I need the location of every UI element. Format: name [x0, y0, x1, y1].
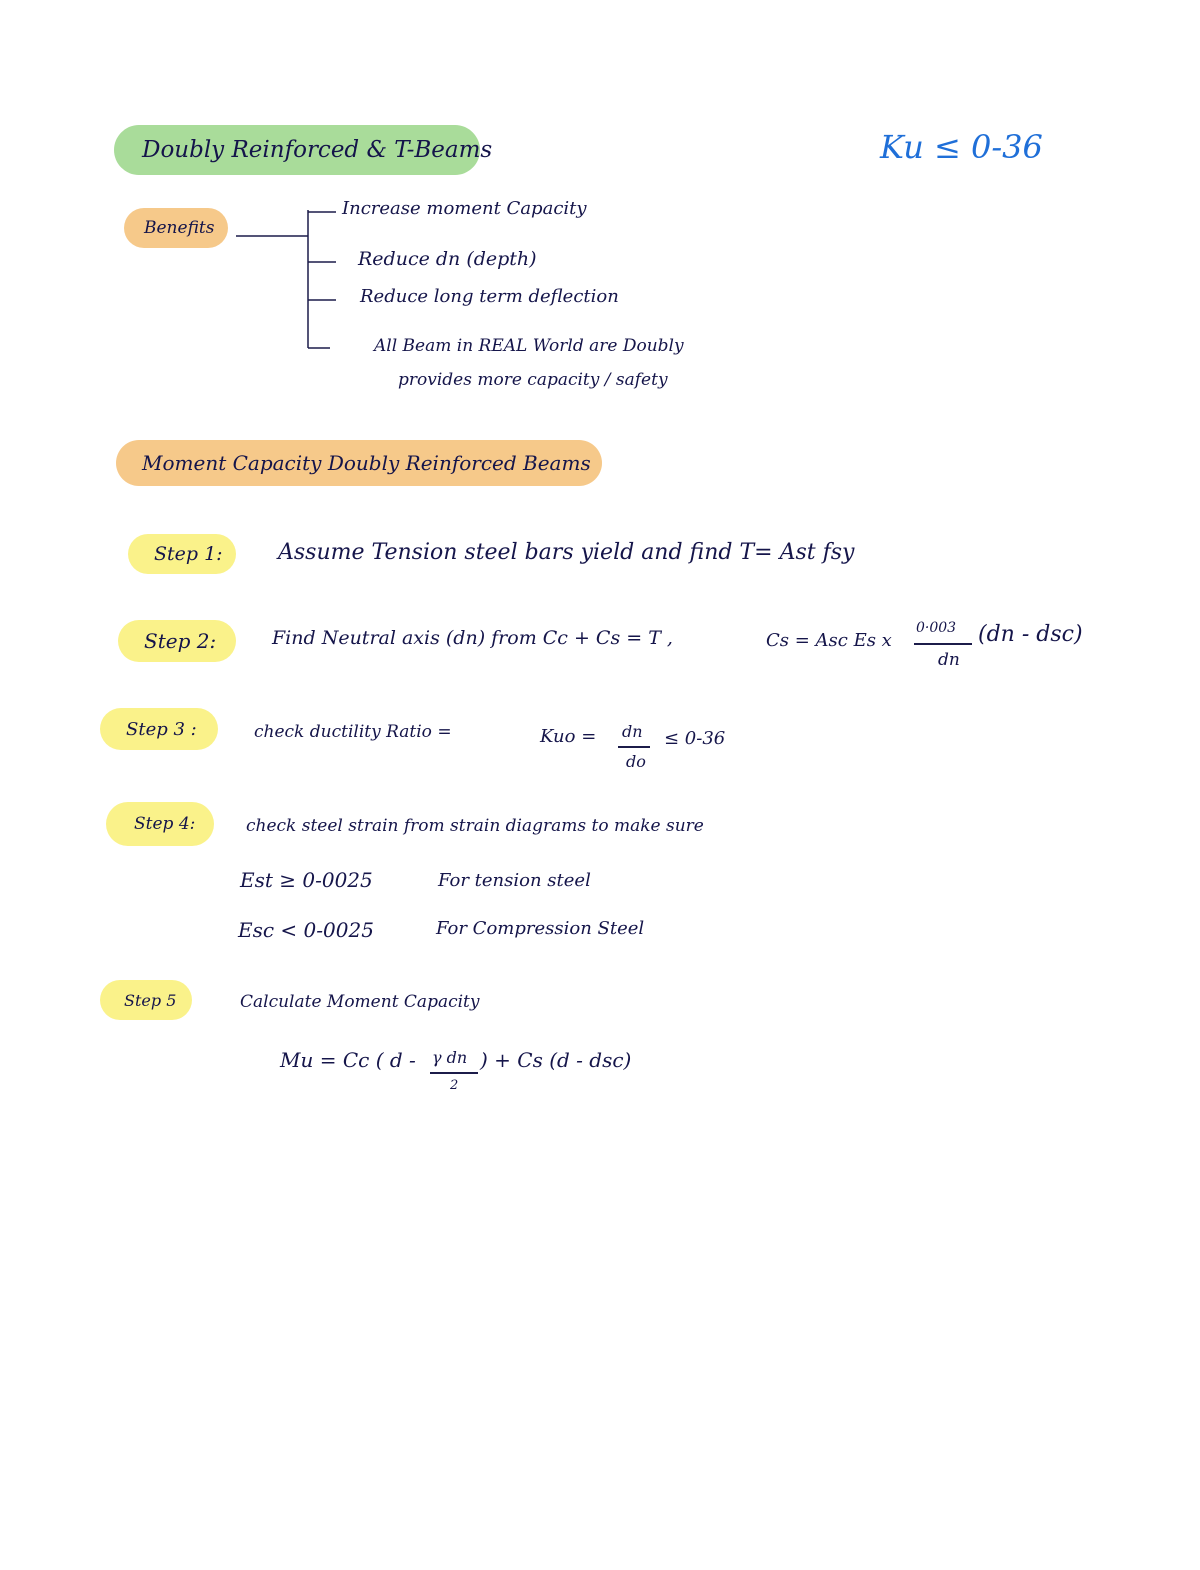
ku-note: Ku ≤ 0-36 [880, 128, 1043, 166]
step-2-fraction-numerator: 0·003 [916, 620, 957, 636]
step-4-line-1-lhs: Est ≥ 0-0025 [240, 868, 373, 892]
section-title-banner [116, 440, 602, 486]
step-5-label-text: Step 5 [124, 990, 177, 1010]
step-5-text: Calculate Moment Capacity [240, 992, 480, 1012]
step-2-formula-rhs: (dn - dsc) [978, 622, 1083, 647]
step-5-formula-a: Mu = Cc ( d - [280, 1048, 416, 1072]
step-5-label [100, 980, 192, 1020]
step-1-text: Assume Tension steel bars yield and find T= Ast fsy [278, 540, 855, 565]
step-4-label [106, 802, 214, 846]
page-title: Doubly Reinforced & T-Beams [142, 137, 493, 163]
benefit-item-3: Reduce long term deflection [360, 286, 619, 307]
step-5-fraction-bar [430, 1072, 478, 1074]
section-title: Moment Capacity Doubly Reinforced Beams [142, 451, 591, 475]
step-3-label [100, 708, 218, 750]
step-3-tail: ≤ 0-36 [664, 728, 726, 749]
step-4-label-text: Step 4: [134, 814, 196, 834]
step-1-label-text: Step 1: [154, 543, 223, 565]
step-3-formula: Kuo = [540, 726, 597, 747]
step-1-label [128, 534, 236, 574]
step-5-formula-b: ) + Cs (d - dsc) [480, 1048, 632, 1072]
benefits-tree-diagram [0, 0, 1, 1]
benefit-item-2: Reduce dn (depth) [358, 248, 537, 270]
step-2-text: Find Neutral axis (dn) from Cc + Cs = T , [272, 627, 673, 649]
benefit-subnote: provides more capacity / safety [398, 370, 668, 390]
title-banner [114, 125, 493, 175]
step-3-fraction-bar [618, 746, 650, 748]
step-5-fraction-denominator: 2 [450, 1078, 459, 1093]
step-4-text: check steel strain from strain diagrams to make sure [246, 816, 704, 836]
step-2-label [118, 620, 236, 662]
step-2-label-text: Step 2: [144, 629, 217, 653]
benefit-item-1: Increase moment Capacity [342, 198, 587, 219]
step-4-line-2-lhs: Esc < 0-0025 [238, 918, 374, 942]
step-4-line-2-rhs: For Compression Steel [436, 918, 645, 939]
benefit-item-4: All Beam in REAL World are Doubly [374, 336, 684, 356]
benefits-label-text: Benefits [144, 218, 215, 238]
step-2-fraction-denominator: dn [938, 650, 960, 670]
step-3-fraction-denominator: do [626, 752, 646, 771]
benefits-label [124, 208, 228, 248]
step-2-formula-lhs: Cs = Asc Es x [766, 630, 892, 651]
step-3-text: check ductility Ratio = [254, 722, 452, 742]
step-3-label-text: Step 3 : [126, 718, 197, 740]
step-5-fraction-numerator: γ dn [432, 1048, 468, 1067]
step-4-line-1-rhs: For tension steel [438, 870, 591, 891]
step-3-fraction-numerator: dn [622, 722, 643, 741]
step-2-fraction-bar [914, 643, 972, 645]
